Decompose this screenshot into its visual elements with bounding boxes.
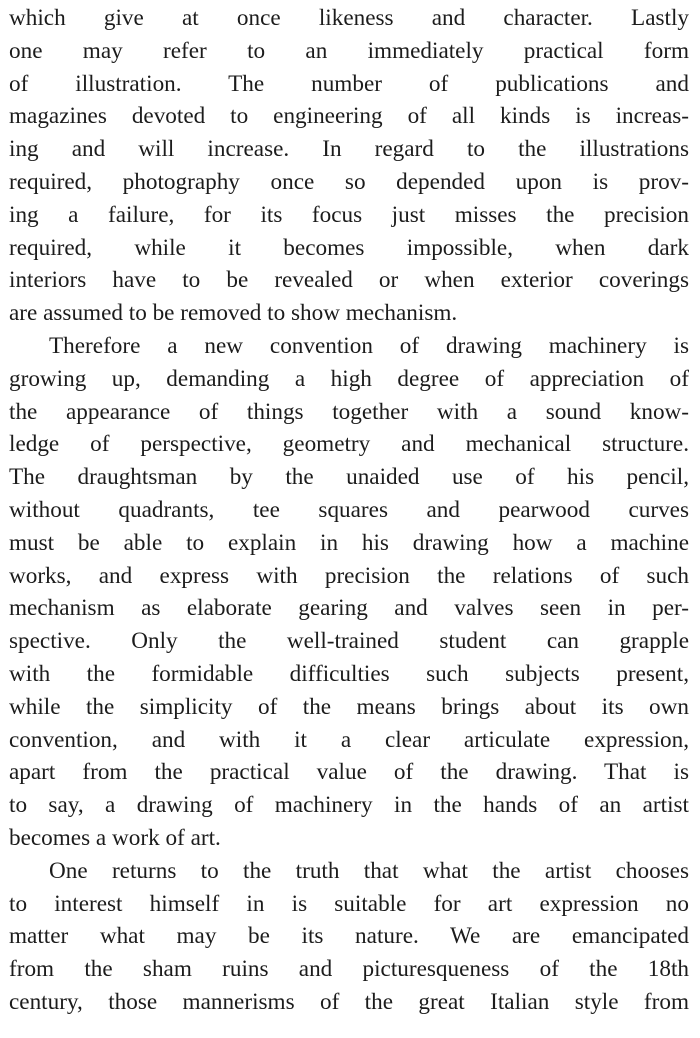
paragraph-1 [9, 2, 689, 330]
text-line: matter what may be its nature. We are emancipated [9, 923, 689, 950]
document-page [9, 2, 689, 1019]
text-line: ing a failure, for its focus just misses the precision [9, 201, 689, 228]
text-line: while the simplicity of the means brings about its own [9, 693, 689, 720]
text-line: The draughtsman by the unaided use of his pencil, [9, 464, 689, 491]
text-line: required, while it becomes impossible, when dark [9, 234, 689, 261]
text-line: are assumed to be removed to show mechanism. [9, 300, 458, 327]
text-line: required, photography once so depended upon is prov- [9, 168, 689, 195]
text-line: Therefore a new convention of drawing machinery is [49, 332, 689, 359]
text-line: becomes a work of art. [9, 824, 221, 851]
text-line: of illustration. The number of publications and [9, 70, 689, 97]
paragraph-3 [9, 855, 689, 1019]
text-line: interiors have to be revealed or when exterior coverings [9, 267, 689, 294]
text-line: growing up, demanding a high degree of appreciation of [9, 365, 689, 392]
text-line: to interest himself in is suitable for art expression no [9, 890, 689, 917]
text-line: ledge of perspective, geometry and mechanical structure. [9, 431, 689, 458]
text-line: to say, a drawing of machinery in the hands of an artist [9, 792, 689, 819]
text-line: which give at once likeness and character. Lastly [9, 5, 689, 31]
text-line: One returns to the truth that what the artist chooses [49, 857, 689, 884]
text-line: without quadrants, tee squares and pearwood curves [9, 496, 689, 523]
text-line: century, those mannerisms of the great Italian style from [9, 988, 689, 1015]
paragraph-2 [9, 330, 689, 855]
text-line: mechanism as elaborate gearing and valves seen in per- [9, 595, 689, 622]
text-line: one may refer to an immediately practical form [9, 37, 689, 64]
text-line: must be able to explain in his drawing how a machine [9, 529, 689, 556]
text-line: convention, and with it a clear articulate expression, [9, 726, 689, 753]
text-line: works, and express with precision the relations of such [9, 562, 689, 589]
text-line: spective. Only the well-trained student can grapple [9, 628, 689, 655]
text-line: magazines devoted to engineering of all kinds is increas- [9, 103, 689, 130]
text-line: from the sham ruins and picturesqueness of the 18th [9, 956, 689, 983]
text-line: with the formidable difficulties such subjects present, [9, 660, 689, 687]
text-line: ing and will increase. In regard to the illustrations [9, 136, 689, 163]
text-line: apart from the practical value of the drawing. That is [9, 759, 689, 786]
text-line: the appearance of things together with a sound know- [9, 398, 689, 425]
